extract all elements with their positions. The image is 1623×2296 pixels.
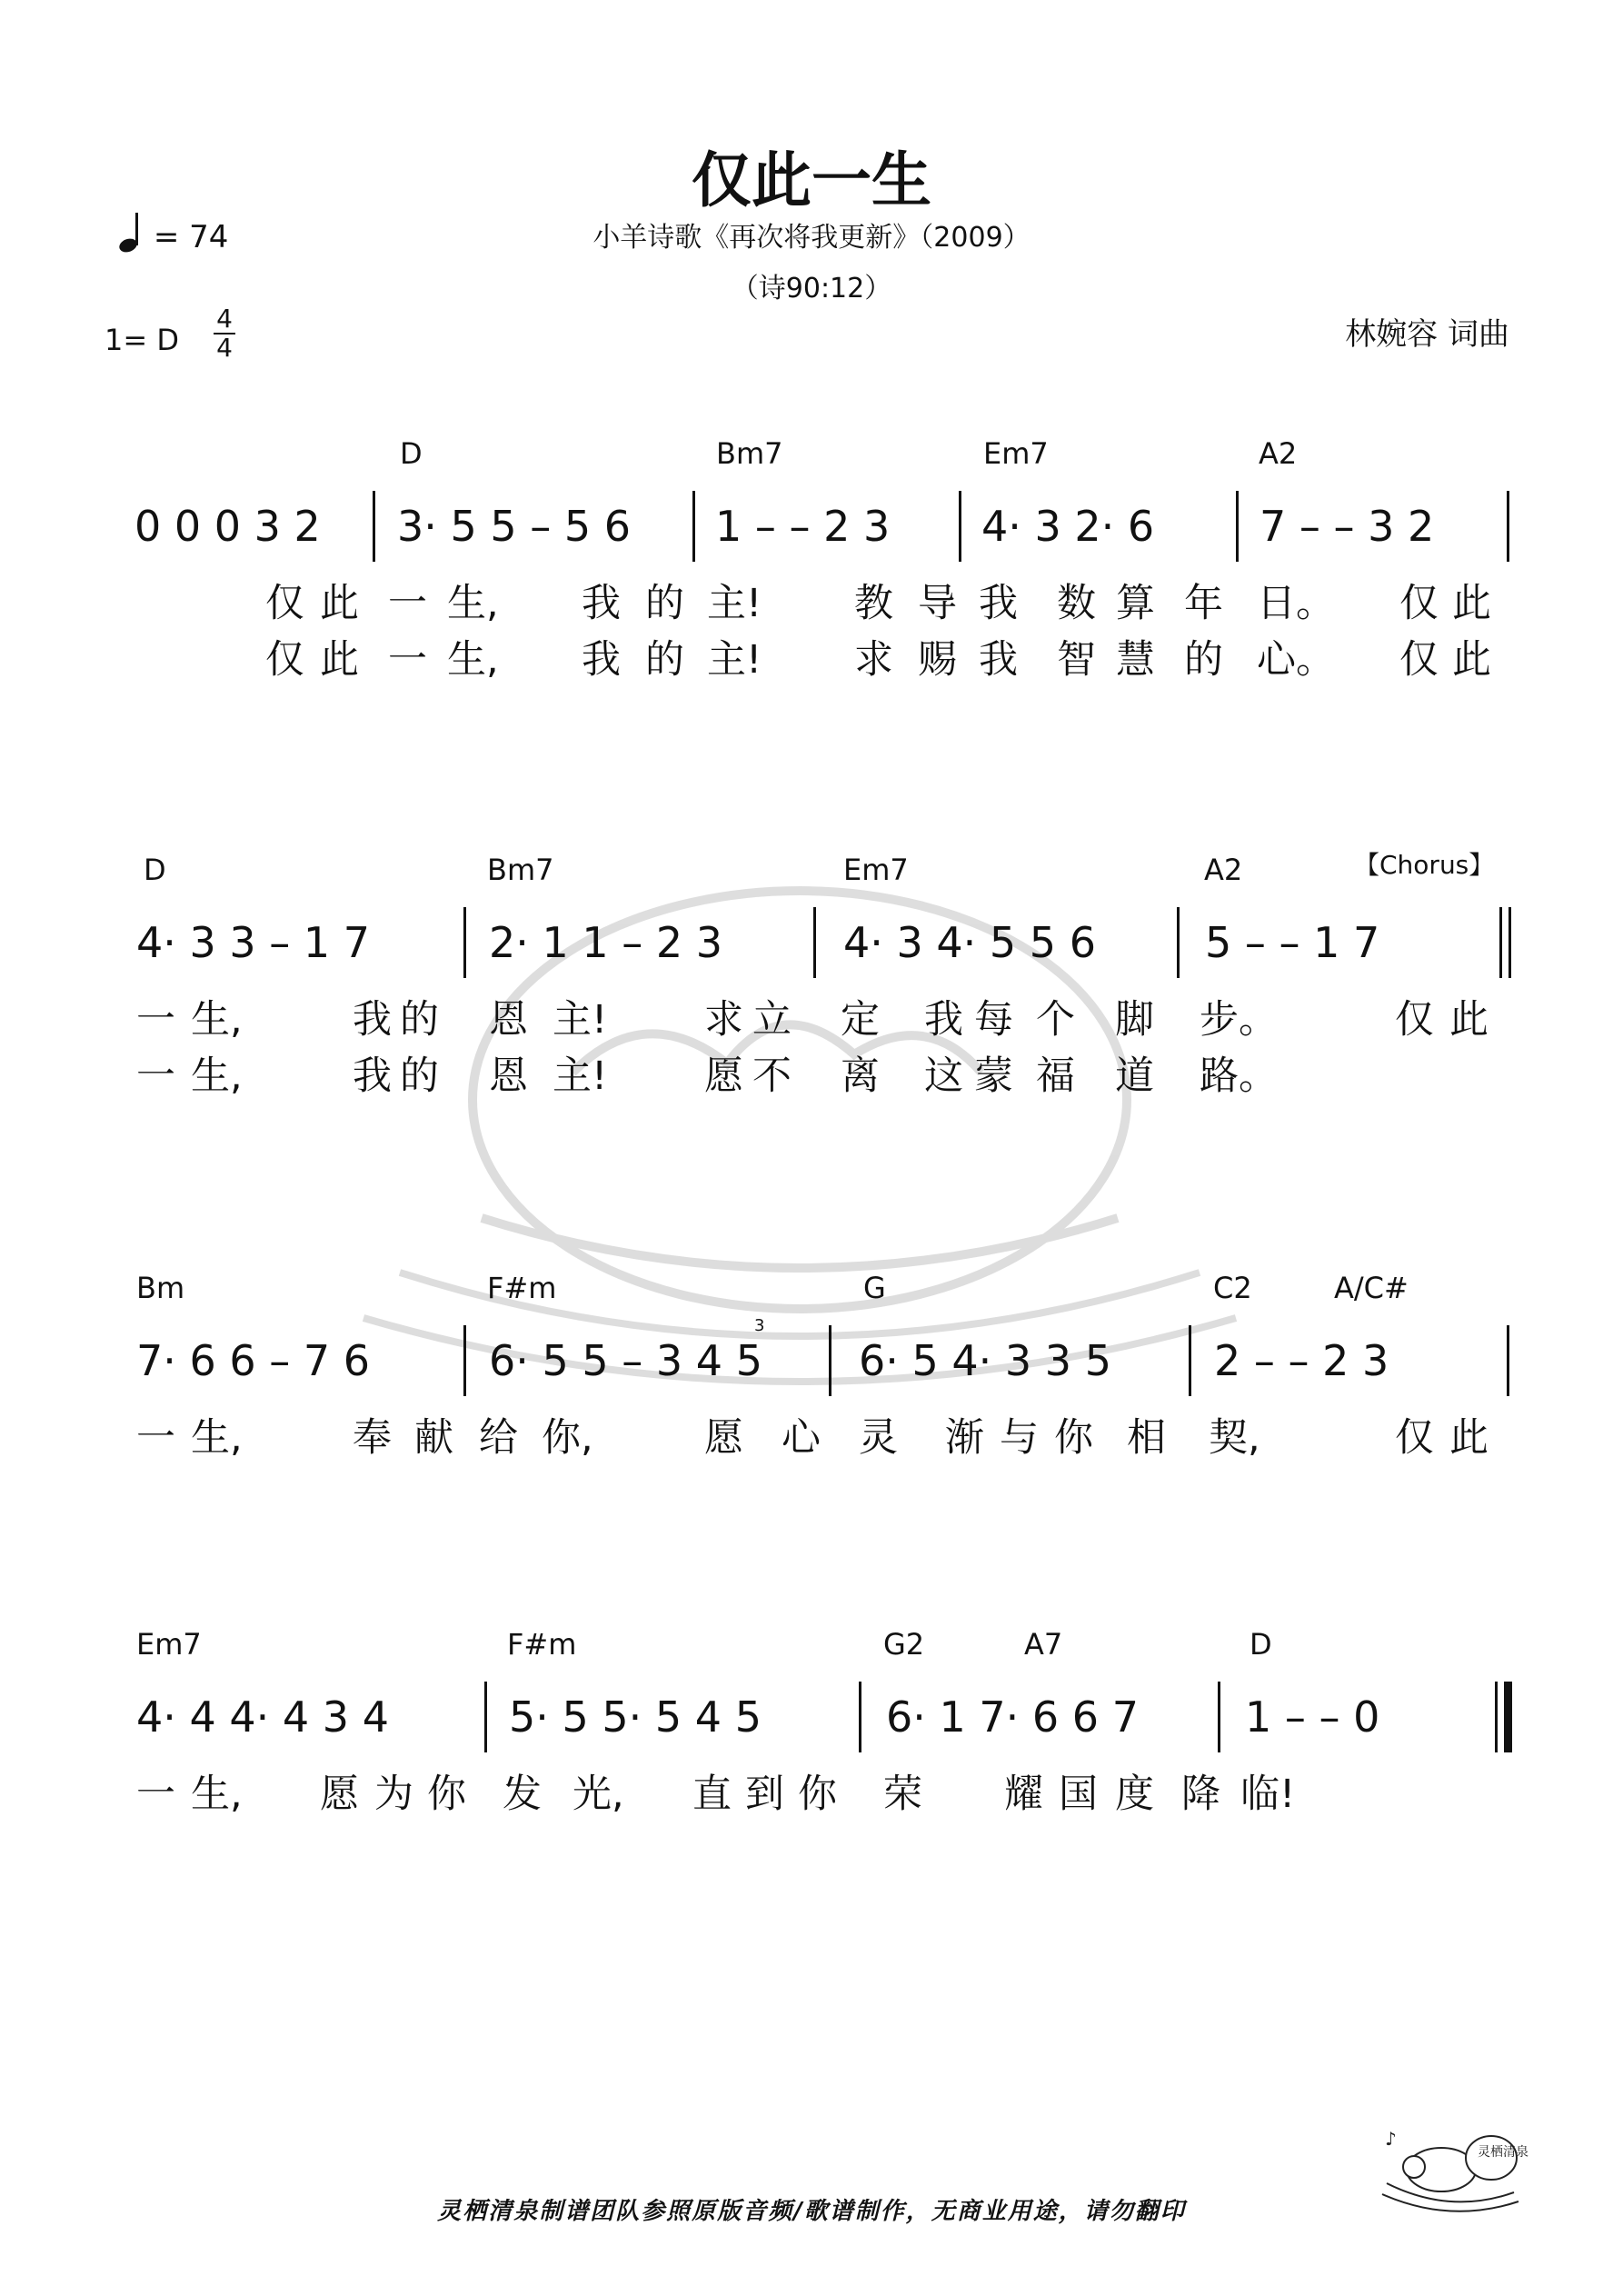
chord-symbol: A/C#	[1334, 1271, 1409, 1305]
lyric-syllable: 一	[136, 1772, 175, 1817]
lyric-syllable: 你	[798, 1772, 837, 1817]
lyric-syllable: 生,	[447, 637, 499, 683]
chord-row	[0, 1627, 1623, 1663]
lyric-syllable: 的	[400, 997, 439, 1043]
lyric-syllable: 耀	[1004, 1772, 1043, 1817]
lyric-syllable: 降	[1181, 1772, 1220, 1817]
lyric-syllable: 我	[924, 997, 963, 1043]
song-title: 仅此一生	[692, 145, 931, 215]
measure-notes: 7 – – 3 2	[1260, 502, 1435, 551]
barline	[463, 1325, 466, 1396]
chord-symbol: Em7	[136, 1627, 202, 1662]
lyric-syllable: 灵	[859, 1415, 898, 1461]
chord-symbol: A2	[1204, 853, 1243, 887]
lyric-syllable: 步。	[1200, 997, 1278, 1043]
lyric-syllable: 生,	[447, 581, 499, 626]
key-signature: 1= D	[105, 323, 179, 357]
chord-symbol: D	[144, 853, 166, 887]
lyric-syllable: 一	[136, 997, 175, 1043]
lyric-syllable: 临!	[1240, 1772, 1296, 1817]
lyric-syllable: 发	[503, 1772, 542, 1817]
measure-notes: 1 – – 0	[1245, 1692, 1380, 1742]
lyric-syllable: 仅	[1399, 637, 1439, 683]
tempo-value: = 74	[153, 219, 229, 255]
lyric-syllable: 国	[1059, 1772, 1098, 1817]
lyric-syllable: 相	[1127, 1415, 1166, 1461]
barline	[859, 1682, 861, 1752]
lyric-syllable: 生,	[191, 1053, 243, 1099]
barline	[813, 907, 816, 978]
measure-notes: 6· 1 7· 6 6 7	[886, 1692, 1139, 1742]
lyric-syllable: 主!	[553, 1053, 608, 1099]
lyric-syllable: 求	[704, 997, 743, 1043]
lyric-syllable: 到	[745, 1772, 784, 1817]
barline	[1189, 1325, 1191, 1396]
lyric-syllable: 生,	[191, 997, 243, 1043]
measure-notes: 5· 5 5· 5 4 5	[509, 1692, 762, 1742]
chord-symbol: G2	[883, 1627, 925, 1662]
chorus-tag: 【Chorus】	[1354, 850, 1495, 880]
chord-symbol: F#m	[487, 1271, 557, 1305]
lyric-syllable: 的	[645, 581, 684, 626]
chord-symbol: D	[400, 436, 423, 471]
lyric-syllable: 求	[854, 637, 893, 683]
lyric-syllable: 智	[1057, 637, 1096, 683]
lyric-syllable: 心。	[1257, 637, 1335, 683]
lyric-syllable: 算	[1116, 581, 1155, 626]
quarter-note-icon	[118, 211, 144, 255]
lyric-syllable: 每	[974, 997, 1013, 1043]
measure-notes: 7· 6 6 – 7 6	[136, 1336, 371, 1385]
lyric-syllable: 此	[320, 581, 359, 626]
lyric-syllable: 脚	[1115, 997, 1154, 1043]
chord-symbol: A2	[1259, 436, 1298, 471]
lyric-syllable: 仅	[1395, 997, 1434, 1043]
lyric-syllable: 的	[400, 1053, 439, 1099]
lyric-syllable: 蒙	[974, 1053, 1013, 1099]
lyric-syllable: 主!	[553, 997, 608, 1043]
measure-notes: 3· 5 5 – 5 6	[397, 502, 632, 551]
lyric-syllable: 仅	[265, 637, 304, 683]
lyric-syllable: 心	[782, 1415, 821, 1461]
measure-notes: 0 0 0 3 2	[134, 502, 321, 551]
lyric-syllable: 直	[692, 1772, 732, 1817]
lyric-syllable: 恩	[489, 997, 528, 1043]
album-subtitle: 小羊诗歌《再次将我更新》（2009）	[592, 222, 1031, 254]
measure-notes: 2 – – 2 3	[1214, 1336, 1389, 1385]
lyric-syllable: 日。	[1257, 581, 1335, 626]
chord-symbol: C2	[1213, 1271, 1252, 1305]
lyric-syllable: 给	[479, 1415, 518, 1461]
svg-text:♪: ♪	[1385, 2128, 1397, 2150]
notation-row	[0, 1316, 1623, 1409]
chord-symbol: Em7	[843, 853, 909, 887]
chord-row	[0, 436, 1623, 473]
chord-symbol: Bm7	[487, 853, 554, 887]
lyric-syllable: 你	[427, 1772, 466, 1817]
measure-notes: 5 – – 1 7	[1205, 918, 1380, 967]
lyric-syllable: 奉	[353, 1415, 392, 1461]
lyric-syllable: 一	[388, 637, 427, 683]
lyric-syllable: 愿	[320, 1772, 359, 1817]
notation-row	[0, 918, 1623, 991]
barline	[959, 491, 961, 562]
lyric-syllable: 我	[979, 637, 1018, 683]
measure-notes: 4· 3 4· 5 5 6	[843, 918, 1096, 967]
lyric-syllable: 与	[1000, 1415, 1039, 1461]
measure-notes: 4· 3 2· 6	[981, 502, 1155, 551]
lyric-syllable: 一	[388, 581, 427, 626]
lyric-syllable: 一	[136, 1053, 175, 1099]
lyric-syllable: 我	[353, 997, 392, 1043]
lyric-syllable: 仅	[1395, 1415, 1434, 1461]
measure-notes: 2· 1 1 – 2 3	[489, 918, 723, 967]
lyric-syllable: 慧	[1116, 637, 1155, 683]
lyric-syllable: 数	[1057, 581, 1096, 626]
lyric-syllable: 教	[854, 581, 893, 626]
lyric-syllable: 光,	[573, 1772, 624, 1817]
lyric-syllable: 此	[1449, 1415, 1489, 1461]
time-signature	[214, 304, 235, 363]
triplet-mark: 3	[754, 1316, 765, 1335]
barline	[463, 907, 466, 978]
lyric-syllable: 定	[841, 997, 880, 1043]
lyric-syllable: 路。	[1200, 1053, 1278, 1099]
lyric-syllable: 一	[136, 1415, 175, 1461]
barline	[373, 491, 375, 562]
time-signature-bottom: 4	[216, 333, 233, 363]
measure-notes: 6· 5 5 – 3 4 5	[489, 1336, 762, 1385]
measure-notes: 4· 3 3 – 1 7	[136, 918, 371, 967]
lyric-syllable: 我	[582, 637, 621, 683]
lyric-syllable: 荣	[883, 1772, 922, 1817]
lyric-syllable: 渐	[945, 1415, 984, 1461]
barline	[484, 1682, 487, 1752]
lyric-syllable: 你,	[542, 1415, 593, 1461]
lyric-syllable: 道	[1115, 1053, 1154, 1099]
lyric-syllable: 个	[1036, 997, 1075, 1043]
lyric-syllable: 愿	[704, 1415, 743, 1461]
time-signature-top: 4	[216, 304, 233, 334]
lyric-syllable: 契,	[1209, 1415, 1260, 1461]
barline	[1236, 491, 1239, 562]
lyric-syllable: 导	[918, 581, 957, 626]
footer-note: 灵栖清泉制谱团队参照原版音频/歌谱制作，无商业用途，请勿翻印	[437, 2198, 1186, 2225]
lyric-syllable: 献	[414, 1415, 453, 1461]
lyric-syllable: 此	[320, 637, 359, 683]
lyric-syllable: 的	[645, 637, 684, 683]
measure-notes: 1 – – 2 3	[715, 502, 891, 551]
lyric-syllable: 生,	[191, 1415, 243, 1461]
barline	[692, 491, 695, 562]
barline	[1507, 491, 1509, 562]
lyric-syllable: 此	[1452, 637, 1491, 683]
lyric-syllable: 不	[752, 1053, 792, 1099]
lyric-syllable: 我	[979, 581, 1018, 626]
chord-symbol: G	[863, 1271, 886, 1305]
lyric-syllable: 我	[582, 581, 621, 626]
lyric-syllable: 我	[353, 1053, 392, 1099]
notation-row	[0, 502, 1623, 574]
tempo-marking	[118, 211, 228, 255]
scripture-reference: （诗90:12）	[731, 273, 892, 304]
chord-row	[0, 1271, 1623, 1307]
measure-notes: 6· 5 4· 3 3 5	[859, 1336, 1111, 1385]
logo-text: 灵栖清泉	[1478, 2145, 1528, 2160]
lyric-syllable: 福	[1036, 1053, 1075, 1099]
lyric-syllable: 立	[752, 997, 792, 1043]
lyric-syllable: 愿	[704, 1053, 743, 1099]
lyric-syllable: 恩	[489, 1053, 528, 1099]
lyric-syllable: 赐	[918, 637, 957, 683]
measure-notes: 4· 4 4· 4 3 4	[136, 1692, 389, 1742]
lyric-syllable: 年	[1184, 581, 1223, 626]
lyric-syllable: 为	[374, 1772, 413, 1817]
lyric-syllable: 离	[841, 1053, 880, 1099]
lyric-syllable: 主!	[707, 581, 762, 626]
chord-row	[0, 850, 1623, 889]
notation-row	[0, 1692, 1623, 1765]
lyric-syllable: 生,	[191, 1772, 243, 1817]
lyric-syllable: 度	[1115, 1772, 1154, 1817]
chord-symbol: Bm7	[716, 436, 783, 471]
lyric-syllable: 你	[1054, 1415, 1093, 1461]
chord-symbol: A7	[1024, 1627, 1063, 1662]
barline	[1507, 1325, 1509, 1396]
lyric-syllable: 仅	[1399, 581, 1439, 626]
chord-symbol: Bm	[136, 1271, 185, 1305]
lyric-syllable: 这	[924, 1053, 963, 1099]
lyric-syllable: 仅	[265, 581, 304, 626]
lyric-syllable: 主!	[707, 637, 762, 683]
lyric-syllable: 此	[1449, 997, 1489, 1043]
chord-symbol: F#m	[507, 1627, 577, 1662]
chord-symbol: D	[1250, 1627, 1272, 1662]
sheep-logo-icon	[1378, 2128, 1528, 2220]
chord-symbol: Em7	[983, 436, 1049, 471]
barline	[1177, 907, 1180, 978]
lyric-syllable: 此	[1452, 581, 1491, 626]
lyric-syllable: 的	[1184, 637, 1223, 683]
barline	[829, 1325, 831, 1396]
barline	[1218, 1682, 1220, 1752]
composer-credit: 林婉容 词曲	[1345, 316, 1509, 353]
